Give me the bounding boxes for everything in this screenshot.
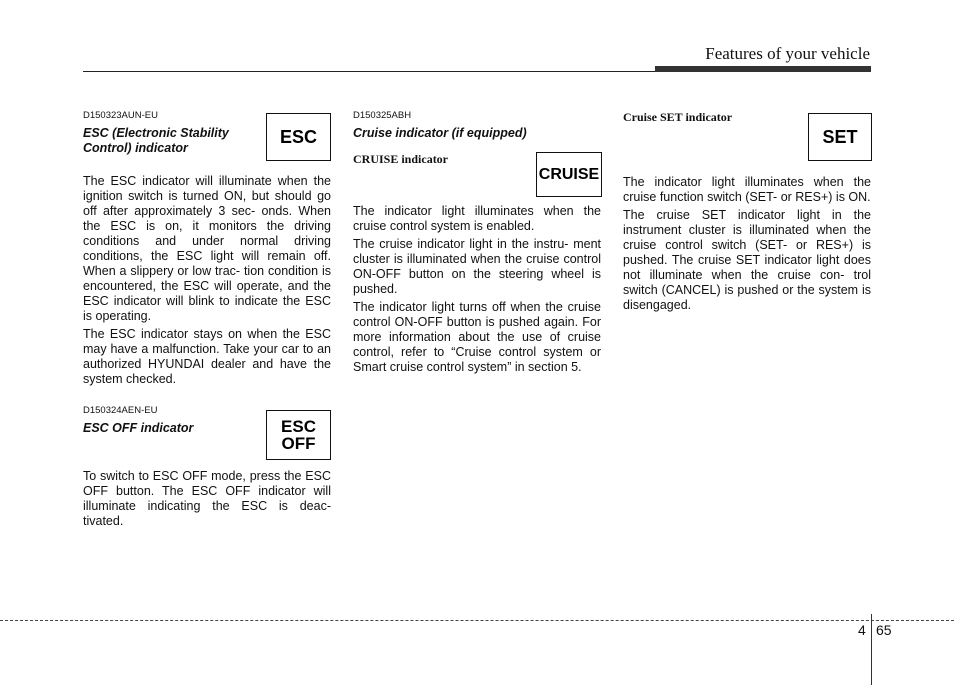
subheading: CRUISE indicator	[353, 152, 449, 166]
section-code: D150325ABH	[353, 110, 412, 121]
section-heading: Cruise indicator (if equipped)	[353, 126, 527, 140]
section-heading: ESC OFF indicator	[83, 421, 194, 435]
badge-label: ESC	[279, 126, 317, 147]
esc-indicator-icon	[266, 113, 331, 161]
badge-label-line1: ESC	[281, 417, 316, 436]
paragraph: The cruise indicator light in the instru- ment cluster is illuminated when the cruise control ON-OFF button on the steering wheel is pushed.	[353, 237, 601, 296]
cruise-indicator-icon	[536, 152, 602, 197]
section-heading: ESC (Electronic Stability Control) indicator	[83, 126, 229, 155]
paragraph: The ESC indicator will illuminate when the ignition switch is turned ON, but should go off after approximately 3 sec- onds. When the ESC is on, it monitors the driving conditions and under normal driving conditions, the ESC light will remain off. When a slippery or low trac- tion condition is encountered, the ESC will operate, and the ESC indicator will blink to indicate the ESC is operating.	[83, 174, 331, 323]
badge-label: CRUISE	[538, 165, 600, 183]
paragraph: The indicator light illuminates when the cruise function switch (SET- or RES+) is ON.	[623, 175, 871, 204]
section-code: D150323AUN-EU	[83, 110, 158, 121]
page-number-divider	[871, 614, 872, 685]
footer-rule	[0, 620, 954, 621]
chapter-number: 4	[858, 622, 866, 638]
column-cruise	[353, 110, 601, 378]
section-code: D150324AEN-EU	[83, 405, 158, 416]
paragraph: The indicator light illuminates when the cruise control system is enabled.	[353, 204, 601, 233]
paragraph: To switch to ESC OFF mode, press the ESC OFF button. The ESC OFF indicator will illuminate indicating the ESC is deac- tivated.	[83, 469, 331, 528]
set-indicator-icon	[808, 113, 872, 161]
esc-off-indicator-icon	[266, 410, 331, 460]
header-rule-accent	[655, 66, 871, 72]
badge-label-line2: OFF	[281, 434, 316, 453]
header-title: Features of your vehicle	[705, 44, 870, 63]
badge-label: SET	[822, 126, 858, 147]
subheading: Cruise SET indicator	[623, 110, 733, 124]
paragraph: The indicator light turns off when the cruise control ON-OFF button is pushed again. For more information about the use of cruise control, refer to “Cruise control system or Smart cruise control system” in section 5.	[353, 300, 601, 374]
page-number: 65	[876, 622, 892, 638]
paragraph: The ESC indicator stays on when the ESC may have a malfunction. Take your car to an authorized HYUNDAI dealer and have the system checked.	[83, 327, 331, 386]
paragraph: The cruise SET indicator light in the instrument cluster is illuminated when the cruise control switch (SET- or RES+) is pushed. The cruise SET indicator light does not illuminate when the cruise con- trol switch (CANCEL) is pushed or the system is disengaged.	[623, 208, 871, 312]
